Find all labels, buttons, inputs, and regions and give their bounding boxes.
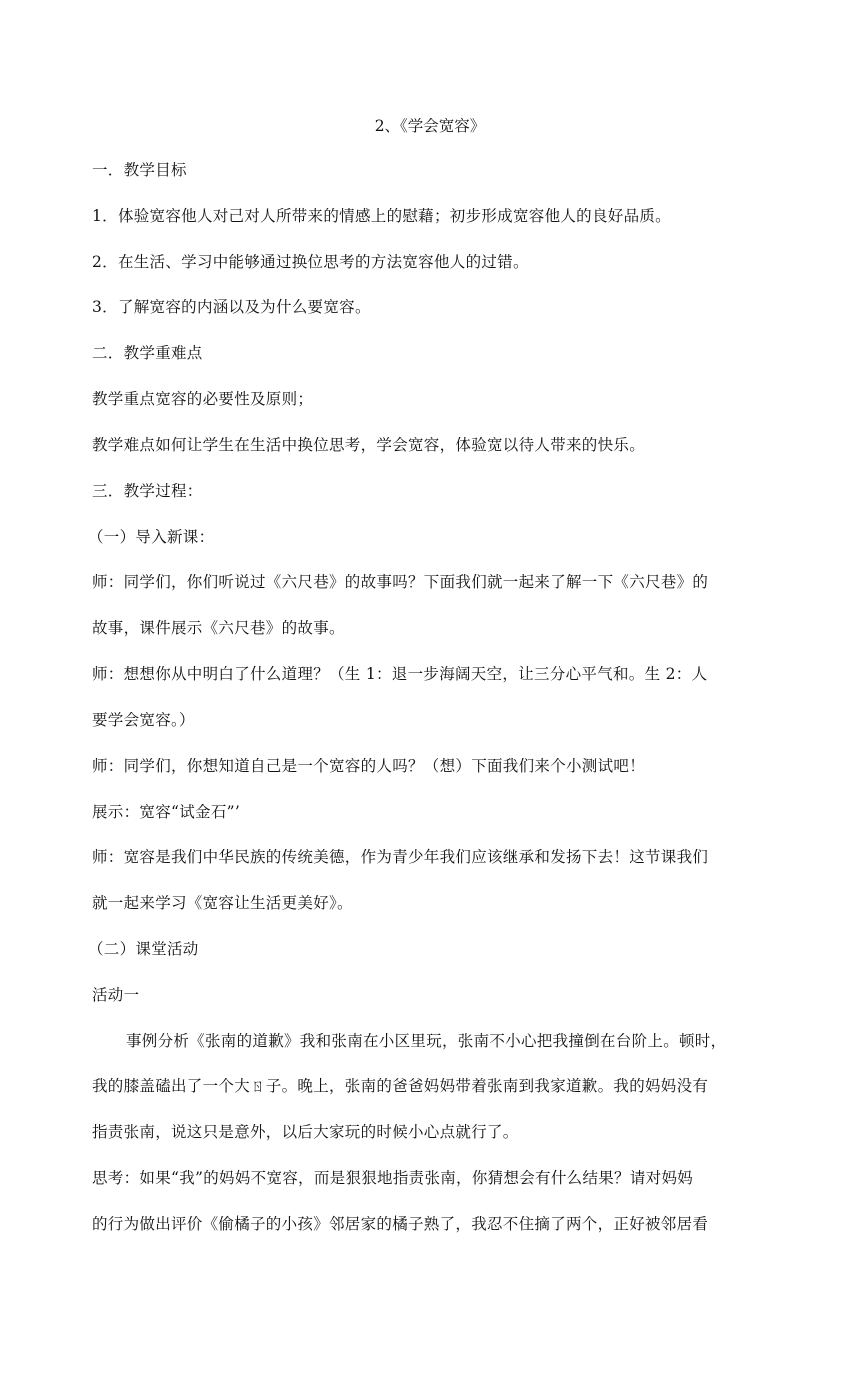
- section-heading-process: 三．教学过程：: [92, 482, 203, 500]
- paragraph-line: 事例分析《张南的道歉》我和张南在小区里玩，张南不小心把我撞倒在台阶上。顿时，: [126, 1032, 727, 1050]
- subsection-heading-intro: （一）导入新课：: [88, 528, 215, 546]
- paragraph-line: 展示：宽容“试金石”’: [92, 803, 241, 821]
- paragraph-line: 的行为做出评价《偷橘子的小孩》邻居家的橘子熟了，我忍不住摘了两个，正好被邻居看: [92, 1215, 709, 1233]
- section-heading-objectives: 一．教学目标: [92, 161, 187, 179]
- paragraph-line: 我的膝盖磕出了一个大ㄖ子。晚上，张南的爸爸妈妈带着张南到我家道歉。我的妈妈没有: [92, 1077, 709, 1095]
- key-point-text: 教学重点宽容的必要性及原则；: [92, 390, 314, 408]
- paragraph-line: 故事，课件展示《六尺巷》的故事。: [92, 619, 345, 637]
- paragraph-line: 要学会宽容。）: [92, 711, 195, 729]
- activity-heading: 活动一: [92, 986, 140, 1004]
- paragraph-line: 思考：如果“我”的妈妈不宽容，而是狠狠地指责张南，你猜想会有什么结果？请对妈妈: [92, 1169, 694, 1187]
- section-heading-key-points: 二．教学重难点: [92, 344, 203, 362]
- subsection-heading-activities: （二）课堂活动: [88, 940, 199, 958]
- objective-item-2: 2．在生活、学习中能够通过换位思考的方法宽容他人的过错。: [92, 253, 529, 271]
- paragraph-line: 指责张南，说这只是意外，以后大家玩的时候小心点就行了。: [92, 1123, 519, 1141]
- objective-item-3: 3．了解宽容的内涵以及为什么要宽容。: [92, 298, 371, 316]
- paragraph-line: 师：宽容是我们中华民族的传统美德，作为青少年我们应该继承和发扬下去！这节课我们: [92, 848, 709, 866]
- document-title: 2、《学会宽容》: [374, 117, 486, 135]
- paragraph-line: 师：同学们，你们听说过《六尺巷》的故事吗？下面我们就一起来了解一下《六尺巷》的: [92, 573, 709, 591]
- paragraph-line: 师：同学们，你想知道自己是一个宽容的人吗？（想）下面我们来个小测试吧！: [92, 757, 646, 775]
- objective-item-1: 1．体验宽容他人对己对人所带来的情感上的慰藉；初步形成宽容他人的良好品质。: [92, 207, 671, 225]
- difficult-point-text: 教学难点如何让学生在生活中换位思考，学会宽容，体验宽以待人带来的快乐。: [92, 436, 646, 454]
- paragraph-line: 师：想想你从中明白了什么道理？（生 1：退一步海阔天空，让三分心平气和。生 2：人: [92, 665, 708, 683]
- paragraph-line: 就一起来学习《宽容让生活更美好》。: [92, 894, 353, 912]
